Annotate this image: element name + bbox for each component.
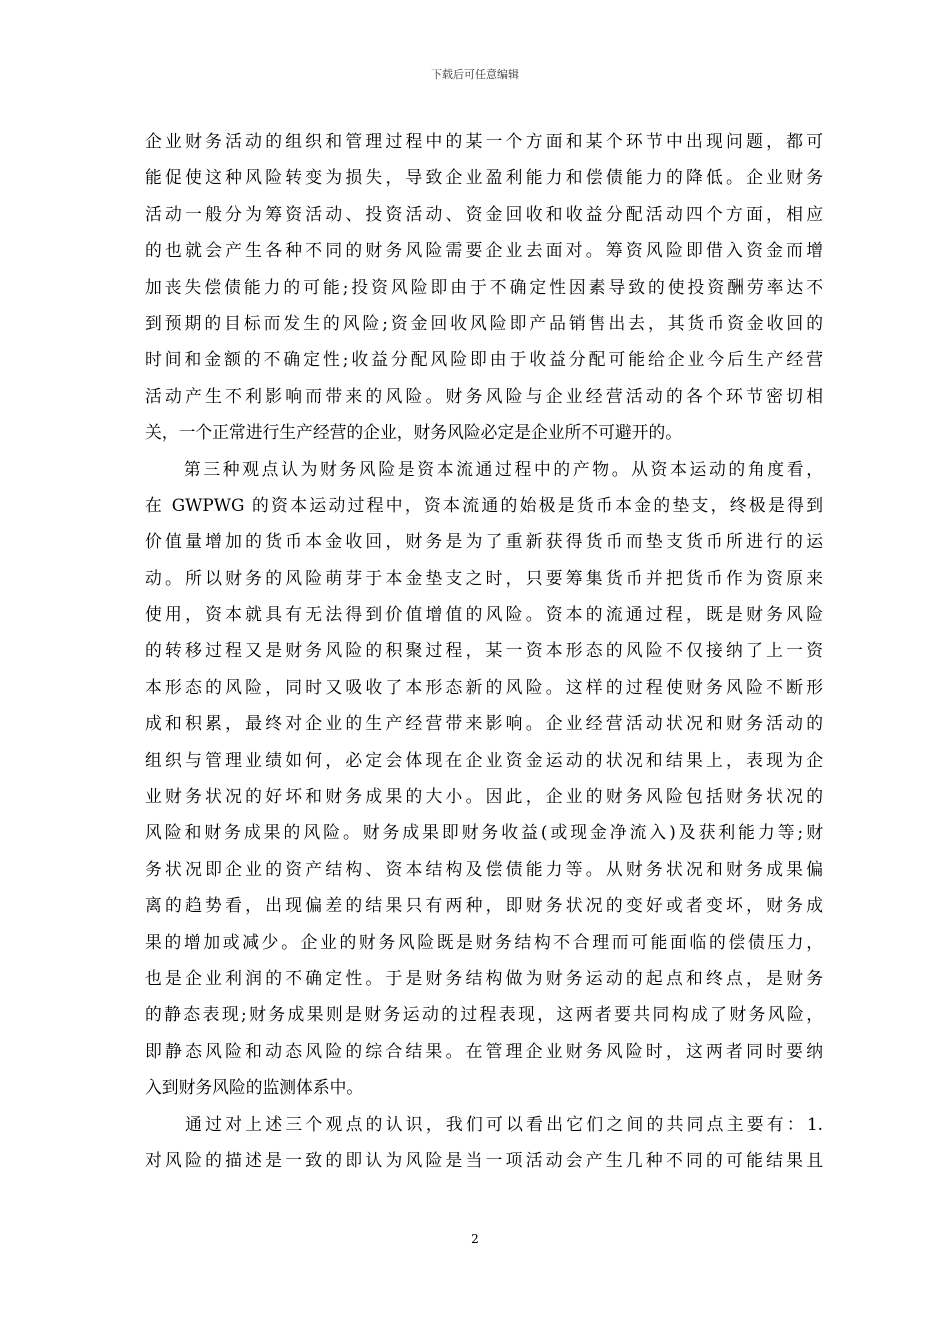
text-line: 成和积累，最终对企业的生产经营带来影响。企业经营活动状况和财务活动的 xyxy=(145,713,823,734)
page-header: 下载后可任意编辑 xyxy=(431,68,519,81)
text-line: 活动产生不利影响而带来的风险。财务风险与企业经营活动的各个环节密切相 xyxy=(145,385,823,406)
text-line: 也是企业利润的不确定性。于是财务结构做为财务运动的起点和终点，是财务 xyxy=(145,967,823,988)
text-line: 动。所以财务的风险萌芽于本金垫支之时，只要筹集货币并把货币作为资原来 xyxy=(145,567,823,588)
text-line: 企业财务活动的组织和管理过程中的某一个方面和某个环节中出现问题，都可 xyxy=(145,131,823,151)
text-line: 能促使这种风险转变为损失，导致企业盈利能力和偿债能力的降低。企业财务 xyxy=(145,167,823,188)
text-line: 业财务状况的好坏和财务成果的大小。因此，企业的财务风险包括财务状况的 xyxy=(145,786,823,807)
document-body xyxy=(145,123,823,1178)
text-line: 对风险的描述是一致的即认为风险是当一项活动会产生几种不同的可能结果且 xyxy=(145,1149,823,1170)
text-line: 加丧失偿债能力的可能;投资风险即由于不确定性因素导致的使投资酬劳率达不 xyxy=(145,276,823,297)
text-line: 第三种观点认为财务风险是资本流通过程中的产物。从资本运动的角度看， xyxy=(145,458,823,479)
text-line: 离的趋势看，出现偏差的结果只有两种，即财务状况的变好或者变坏，财务成 xyxy=(145,895,823,916)
text-line: 关，一个正常进行生产经营的企业，财务风险必定是企业所不可避开的。 xyxy=(145,422,683,443)
text-line: 入到财务风险的监测体系中。 xyxy=(145,1077,364,1098)
text-line: 的静态表现;财务成果则是财务运动的过程表现，这两者要共同构成了财务风险， xyxy=(145,1004,823,1025)
text-line: 组织与管理业绩如何，必定会体现在企业资金运动的状况和结果上，表现为企 xyxy=(145,749,823,770)
text-line: 风险和财务成果的风险。财务成果即财务收益(或现金净流入)及获利能力等;财 xyxy=(145,822,823,843)
text-line: 在 GWPWG 的资本运动过程中，资本流通的始极是货币本金的垫支，终极是得到 xyxy=(145,494,823,515)
text-line: 到预期的目标而发生的风险;资金回收风险即产品销售出去，其货币资金收回的 xyxy=(145,312,823,333)
text-line: 活动一般分为筹资活动、投资活动、资金回收和收益分配活动四个方面，相应 xyxy=(145,203,823,224)
text-line: 的转移过程又是财务风险的积聚过程，某一资本形态的风险不仅接纳了上一资 xyxy=(145,640,823,661)
text-line: 价值量增加的货币本金收回，财务是为了重新获得货币而垫支货币所进行的运 xyxy=(145,531,823,552)
text-line: 果的增加或减少。企业的财务风险既是财务结构不合理而可能面临的偿债压力， xyxy=(145,931,823,952)
page-number: 2 xyxy=(471,1232,479,1246)
text-line: 使用，资本就具有无法得到价值增值的风险。资本的流通过程，既是财务风险 xyxy=(145,604,823,625)
text-line: 即静态风险和动态风险的综合结果。在管理企业财务风险时，这两者同时要纳 xyxy=(145,1040,823,1061)
text-line: 通过对上述三个观点的认识，我们可以看出它们之间的共同点主要有：1. xyxy=(145,1113,823,1134)
text-line: 本形态的风险，同时又吸收了本形态新的风险。这样的过程使财务风险不断形 xyxy=(145,676,823,697)
text-line: 时间和金额的不确定性;收益分配风险即由于收益分配可能给企业今后生产经营 xyxy=(145,349,823,370)
text-line: 务状况即企业的资产结构、资本结构及偿债能力等。从财务状况和财务成果偏 xyxy=(145,858,823,879)
text-line: 的也就会产生各种不同的财务风险需要企业去面对。筹资风险即借入资金而增 xyxy=(145,240,823,261)
